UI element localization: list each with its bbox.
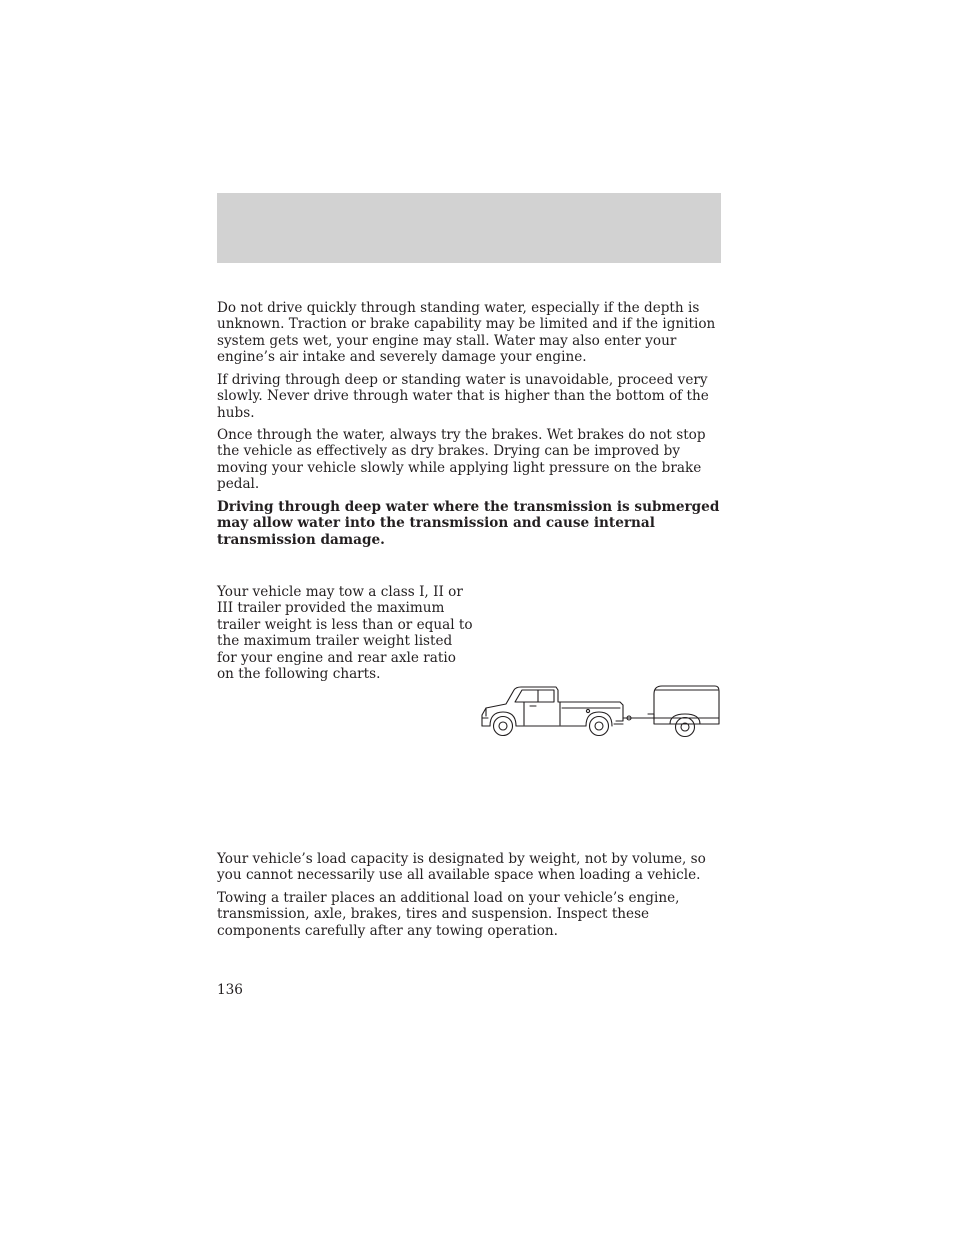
water-paragraph-2: If driving through deep or standing water is unavoidable, proceed very slowly. Never drive through water that is higher than the bottom of the hubs. bbox=[217, 372, 709, 421]
load-paragraph-1: Your vehicle’s load capacity is designated by weight, not by volume, so you cannot necessarily use all available space when loading a vehicle. bbox=[217, 851, 706, 884]
truck-towing-trailer-icon bbox=[478, 680, 724, 742]
transmission-warning: Driving through deep water where the transmission is submerged may allow water into the transmission and cause internal transmission damage. bbox=[217, 499, 720, 548]
page-number: 136 bbox=[217, 982, 243, 998]
towing-paragraph: Your vehicle may tow a class I, II or III trailer provided the maximum trailer weight is less than or equal to the maximum trailer weight listed for your engine and rear axle ratio on the following charts. bbox=[217, 584, 473, 683]
section-header-band bbox=[217, 193, 721, 263]
water-paragraph-3: Once through the water, always try the brakes. Wet brakes do not stop the vehicle as effectively as dry brakes. Drying can be improved by moving your vehicle slowly while applying light pressure on the brake pedal. bbox=[217, 427, 706, 493]
load-paragraph-2: Towing a trailer places an additional load on your vehicle’s engine, transmission, axle, brakes, tires and suspension. Inspect these components carefully after any towing operation. bbox=[217, 890, 680, 939]
water-paragraph-1: Do not drive quickly through standing water, especially if the depth is unknown. Traction or brake capability may be limited and if the ignition system gets wet, your engine may stall. Water may also enter your engine’s air intake and severely damage your engine. bbox=[217, 300, 716, 366]
